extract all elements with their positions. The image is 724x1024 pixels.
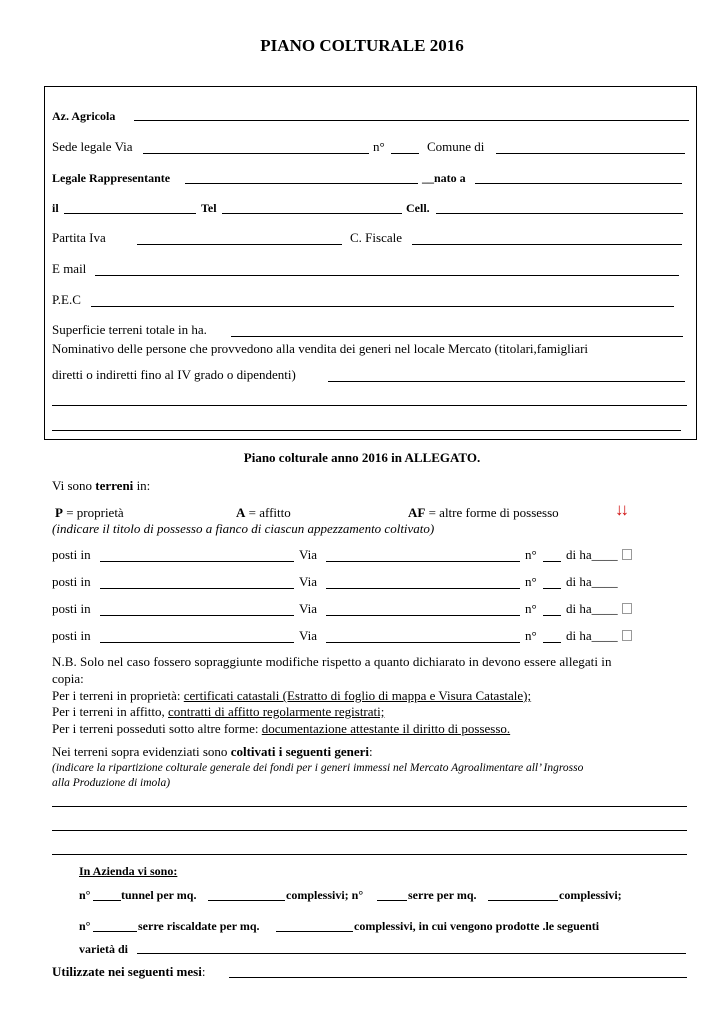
n-label: n° xyxy=(525,601,537,616)
legend-affitto: A = affitto xyxy=(236,505,291,520)
superficie-label: Superficie terreni totale in ha. xyxy=(52,322,207,337)
serre-risc-mq-field[interactable] xyxy=(276,931,353,932)
n-field[interactable] xyxy=(543,588,561,589)
nominativo-field-2[interactable] xyxy=(52,405,687,406)
via-label: Via xyxy=(299,547,317,562)
via-label: Via xyxy=(299,601,317,616)
c-fiscale-label: C. Fiscale xyxy=(350,230,402,245)
pec-label: P.E.C xyxy=(52,292,81,307)
posti-label: posti in xyxy=(52,547,91,562)
via-field[interactable] xyxy=(326,615,520,616)
via-field[interactable] xyxy=(326,588,520,589)
il-field[interactable] xyxy=(64,213,196,214)
legale-rappresentante-label: Legale Rappresentante xyxy=(52,171,171,185)
tunnel-mq-field[interactable] xyxy=(208,900,285,901)
azienda-heading: In Azienda vi sono: xyxy=(79,864,178,878)
posti-label: posti in xyxy=(52,574,91,589)
serre-risc-n-field[interactable] xyxy=(93,931,137,932)
generi-note-2: alla Produzione di imola) xyxy=(52,777,171,789)
checkbox-icon[interactable] xyxy=(622,630,632,641)
sede-legale-label: Sede legale Via xyxy=(52,139,133,154)
partita-iva-label: Partita Iva xyxy=(52,230,106,245)
varieta-label: varietà di xyxy=(79,942,128,956)
posti-field[interactable] xyxy=(100,588,294,589)
cell-label: Cell. xyxy=(406,201,430,215)
n-label: n° xyxy=(525,547,537,562)
arrows-down-icon: ↓↓ xyxy=(615,500,626,519)
nominativo-field[interactable] xyxy=(328,381,685,382)
posti-label: posti in xyxy=(52,601,91,616)
az-agricola-field[interactable] xyxy=(134,120,689,121)
varieta-field[interactable] xyxy=(137,953,686,954)
n-field[interactable] xyxy=(543,561,561,562)
ha-label: di ha____ xyxy=(566,547,632,563)
comune-field[interactable] xyxy=(496,153,685,154)
checkbox-icon[interactable] xyxy=(622,603,632,614)
nb-affitto: Per i terreni in affitto, contratti di affitto regolarmente registrati; xyxy=(52,704,385,719)
checkbox-icon[interactable] xyxy=(622,549,632,560)
mesi-field[interactable] xyxy=(229,977,687,978)
page-title: PIANO COLTURALE 2016 xyxy=(260,36,464,55)
nb-text-2: copia: xyxy=(52,671,84,686)
email-field[interactable] xyxy=(95,275,679,276)
tel-field[interactable] xyxy=(222,213,402,214)
tunnel-n-label: n° xyxy=(79,888,91,902)
serre-risc-label: serre riscaldate per mq. xyxy=(138,919,260,933)
posti-field[interactable] xyxy=(100,642,294,643)
terreni-intro: Vi sono terreni in: xyxy=(52,478,151,493)
serre-n-label: complessivi; n° xyxy=(286,888,364,902)
nb-altre-forme: Per i terreni posseduti sotto altre forme: documentazione attestante il diritto di possesso. xyxy=(52,721,511,736)
posti-field[interactable] xyxy=(100,615,294,616)
pec-field[interactable] xyxy=(91,306,674,307)
terreni-note: (indicare il titolo di possesso a fianco di ciascun appezzamento coltivato) xyxy=(52,521,435,536)
tel-label: Tel xyxy=(201,201,217,215)
nb-text: N.B. Solo nel caso fossero sopraggiunte modifiche rispetto a quanto dichiarato in devono essere allegati in xyxy=(52,654,612,669)
legale-rappresentante-field[interactable] xyxy=(185,183,418,184)
generi-text: Nei terreni sopra evidenziati sono coltivati i seguenti generi: xyxy=(52,744,373,759)
serre-risc-n-label: n° xyxy=(79,919,91,933)
nb-proprieta: Per i terreni in proprietà: certificati catastali (Estratto di foglio di mappa e Visura Catastale); xyxy=(52,688,532,703)
serre-complessivi-label: complessivi; xyxy=(559,888,622,902)
superficie-field[interactable] xyxy=(231,336,683,337)
nominativo-field-3[interactable] xyxy=(52,430,681,431)
form-box xyxy=(44,86,697,440)
il-label: il xyxy=(52,201,59,215)
serre-mq-field[interactable] xyxy=(488,900,558,901)
via-field[interactable] xyxy=(326,561,520,562)
n-field[interactable] xyxy=(543,615,561,616)
az-agricola-label: Az. Agricola xyxy=(52,109,116,123)
sede-n-label: n° xyxy=(373,139,385,154)
generi-note: (indicare la ripartizione colturale generale dei fondi per i generi immessi nel Mercato Agroalimentare all’ Ingrosso xyxy=(52,762,584,774)
sede-n-field[interactable] xyxy=(391,153,419,154)
nominativo-text-2: diretti o indiretti fino al IV grado o dipendenti) xyxy=(52,367,296,382)
nominativo-text: Nominativo delle persone che provvedono alla vendita dei generi nel locale Mercato (titolari,famigliari xyxy=(52,341,589,356)
serre-n-field[interactable] xyxy=(377,900,407,901)
serre-risc-complessivi-label: complessivi, in cui vengono prodotte .le seguenti xyxy=(354,919,600,933)
cell-field[interactable] xyxy=(436,213,683,214)
tunnel-n-field[interactable] xyxy=(93,900,121,901)
via-field[interactable] xyxy=(326,642,520,643)
posti-field[interactable] xyxy=(100,561,294,562)
serre-mq-label: serre per mq. xyxy=(408,888,477,902)
nato-a-field[interactable] xyxy=(475,183,682,184)
tunnel-mq-label: tunnel per mq. xyxy=(121,888,197,902)
email-label: E mail xyxy=(52,261,87,276)
nato-a-label: __nato a xyxy=(422,171,466,185)
ha-label: di ha____ xyxy=(566,601,632,617)
via-label: Via xyxy=(299,628,317,643)
allegato-heading: Piano colturale anno 2016 in ALLEGATO. xyxy=(243,450,481,465)
legend-proprieta: P = proprietà xyxy=(55,505,124,520)
posti-label: posti in xyxy=(52,628,91,643)
mesi-label: Utilizzate nei seguenti mesi: xyxy=(52,964,206,979)
n-label: n° xyxy=(525,574,537,589)
generi-field-3[interactable] xyxy=(52,854,687,855)
comune-label: Comune di xyxy=(427,139,485,154)
n-label: n° xyxy=(525,628,537,643)
c-fiscale-field[interactable] xyxy=(412,244,682,245)
legend-altre-forme: AF = altre forme di possesso xyxy=(408,505,559,520)
via-label: Via xyxy=(299,574,317,589)
generi-field-2[interactable] xyxy=(52,830,687,831)
partita-iva-field[interactable] xyxy=(137,244,342,245)
ha-label: di ha____ xyxy=(566,628,632,644)
n-field[interactable] xyxy=(543,642,561,643)
generi-field-1[interactable] xyxy=(52,806,687,807)
ha-label: di ha____ xyxy=(566,574,618,589)
sede-legale-field[interactable] xyxy=(143,153,369,154)
